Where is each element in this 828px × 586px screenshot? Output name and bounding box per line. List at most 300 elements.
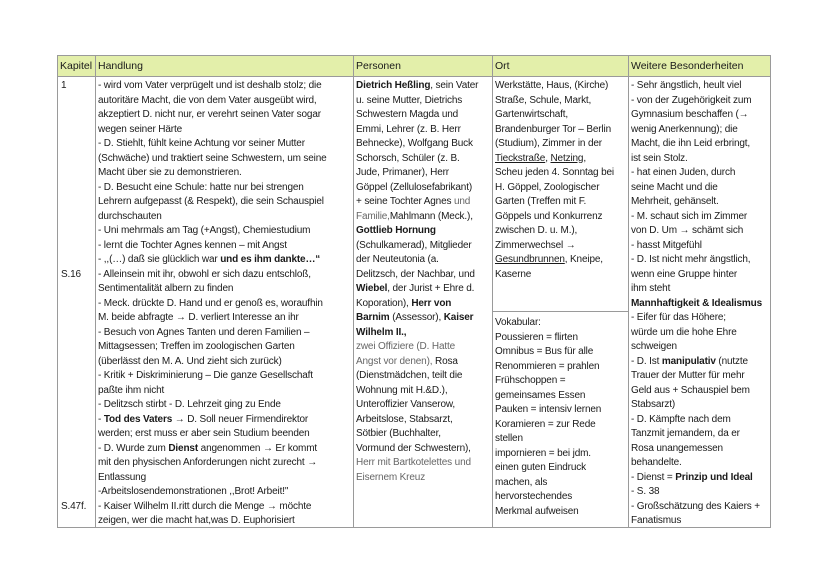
text-segment: Gymnasium beschaffen (→: [631, 109, 749, 121]
text-segment: Gartenwirtschaft,: [495, 109, 569, 121]
handlung-line: [98, 471, 352, 486]
weitere-line: [631, 442, 770, 457]
ort-line: [495, 181, 627, 196]
text-segment: ihm steht: [631, 283, 671, 295]
text-segment: - Alleinsein mit ihr, obwohl er sich dazu entschloß,: [98, 268, 311, 280]
text-segment: Sentimentalität albern zu finden: [98, 283, 234, 295]
handlung-line: [98, 398, 352, 413]
weitere-line: [631, 500, 770, 515]
weitere-line: [631, 413, 770, 428]
text-segment: -: [98, 413, 104, 425]
text-segment: - D. Ist nicht mehr ängstlich,: [631, 254, 751, 266]
handlung-line: [98, 384, 352, 399]
weitere-line: [631, 384, 770, 399]
weitere-line: [631, 181, 770, 196]
text-segment: Fanatismus: [631, 515, 682, 527]
kapitel-line: [61, 471, 94, 486]
vokabular-line: [495, 432, 627, 447]
handlung-line: [98, 94, 352, 109]
weitere-line: [631, 108, 770, 123]
kapitel-line: [61, 239, 94, 254]
text-segment: - Delitzsch stirbt - D. Lehrzeit ging zu Ende: [98, 399, 281, 411]
text-segment: (Studium), Zimmer in der: [495, 138, 602, 150]
text-segment: durchschauten: [98, 210, 162, 222]
text-segment: Familie,: [356, 210, 390, 222]
kapitel-line: [61, 398, 94, 413]
text-segment: Mannhaftigkeit & Idealismus: [631, 297, 762, 309]
text-segment: von D. Um → schämt sich: [631, 225, 744, 237]
handlung-line: [98, 195, 352, 210]
kapitel-line: [61, 79, 94, 94]
text-segment: Rosa unangemessen: [631, 442, 723, 454]
text-segment: mit den physischen Anforderungen nicht zurecht →: [98, 457, 318, 469]
kapitel-line: [61, 311, 94, 326]
text-segment: seine Macht und die: [631, 181, 718, 193]
personen-line: [356, 427, 491, 442]
handlung-line: [98, 500, 352, 515]
weitere-line: [631, 152, 770, 167]
handlung-line: [98, 355, 352, 370]
weitere-line: [631, 137, 770, 152]
text-segment: Geld aus + Schauspiel bem: [631, 384, 750, 396]
text-segment: Zimmerwechsel →: [495, 239, 576, 251]
vokabular-line: [495, 418, 627, 433]
personen-line: [356, 108, 491, 123]
personen-line: [356, 181, 491, 196]
kapitel-line: [61, 123, 94, 138]
text-segment: - Eifer für das Höhere;: [631, 312, 726, 324]
header-ort: Ort: [495, 60, 510, 72]
text-segment: Angst vor denen),: [356, 355, 436, 367]
kapitel-line: [61, 181, 94, 196]
weitere-line: [631, 311, 770, 326]
personen-line: [356, 442, 491, 457]
text-segment: Dietrich Heßling: [356, 80, 431, 91]
personen-line: [356, 137, 491, 152]
kapitel-line: [61, 485, 94, 500]
vokabular-line: [495, 403, 627, 418]
text-segment: und: [453, 196, 471, 208]
kapitel-line: [61, 427, 94, 442]
weitere-line: [631, 485, 770, 500]
header-handlung: Handlung: [98, 60, 143, 72]
ort-line: [495, 108, 627, 123]
personen-line: [356, 340, 491, 355]
text-segment: Unteroffizier Vanserow,: [356, 399, 456, 411]
vokabular-line: [495, 476, 627, 491]
text-segment: Koporation),: [356, 297, 412, 309]
kapitel-line: [61, 355, 94, 370]
text-segment: Schwestern Magda und: [356, 109, 459, 121]
text-segment: - Kritik + Diskriminierung – Die ganze Gesellschaft: [98, 370, 313, 382]
ort-line: [495, 224, 627, 239]
text-segment: Wilhelm II.,: [356, 326, 407, 338]
text-segment: Mahlmann (Meck.),: [389, 210, 473, 222]
weitere-line: [631, 268, 770, 283]
text-segment: Barnim: [356, 312, 390, 324]
handlung-line: [98, 514, 352, 529]
text-segment: Werkstätte, Haus, (Kirche): [495, 80, 609, 91]
text-segment: - D. Ist: [631, 355, 662, 367]
text-segment: ,: [545, 152, 551, 164]
text-segment: - wird vom Vater verprügelt und ist deshalb stolz; die: [98, 80, 322, 91]
text-segment: gemeinsames Essen: [495, 389, 586, 401]
text-segment: Tieckstraße: [495, 152, 546, 164]
text-segment: Herr mit Bartkotelettes und: [356, 457, 471, 469]
personen-line: [356, 398, 491, 413]
vokabular-line: [495, 505, 627, 520]
text-segment: Pauken = intensiv lernen: [495, 404, 602, 416]
text-segment: - Kaiser Wilhelm II.ritt durch die Menge → möchte: [98, 500, 312, 512]
column-divider: [628, 56, 629, 527]
text-segment: Trauer der Mutter für mehr: [631, 370, 745, 382]
weitere-line: [631, 166, 770, 181]
text-segment: - D. Stiehlt, fühlt keine Achtung vor seiner Mutter: [98, 138, 305, 150]
handlung-line: [98, 456, 352, 471]
text-segment: Koramieren = zur Rede: [495, 418, 596, 430]
text-segment: stellen: [495, 433, 523, 445]
ort-vokabular-divider: [493, 311, 629, 312]
text-segment: - D. Besucht eine Schule: hatte nur bei strengen: [98, 181, 304, 193]
text-segment: einen guten Eindruck: [495, 462, 586, 474]
weitere-cell: [631, 79, 770, 529]
personen-line: [356, 123, 491, 138]
ort-line: [495, 152, 627, 167]
personen-line: [356, 413, 491, 428]
personen-line: [356, 326, 491, 341]
weitere-line: [631, 224, 770, 239]
ort-line: [495, 253, 627, 268]
handlung-line: [98, 224, 352, 239]
weitere-line: [631, 297, 770, 312]
text-segment: machen, als: [495, 476, 548, 488]
ort-line: [495, 137, 627, 152]
handlung-line: [98, 427, 352, 442]
text-segment: (überlässt den M. A. Und zieht sich zurück): [98, 355, 282, 367]
text-segment: Lehrern aufgepasst (& Respekt), die sein Schauspiel: [98, 196, 324, 208]
handlung-line: [98, 340, 352, 355]
text-segment: Tanzmit jemandem, da er: [631, 428, 740, 440]
text-segment: Mehrheit, gehänselt.: [631, 196, 719, 208]
handlung-line: [98, 442, 352, 457]
personen-line: [356, 195, 491, 210]
text-segment: Frühschoppen =: [495, 375, 566, 387]
weitere-line: [631, 253, 770, 268]
weitere-line: [631, 195, 770, 210]
kapitel-line: [61, 456, 94, 471]
text-segment: Gesundbrunnen: [495, 254, 565, 266]
personen-line: [356, 210, 491, 225]
handlung-line: [98, 297, 352, 312]
text-segment: Vormund der Schwestern),: [356, 442, 471, 454]
handlung-line: [98, 123, 352, 138]
ort-line: [495, 79, 627, 94]
weitere-line: [631, 210, 770, 225]
text-segment: akzeptiert D. nicht nur, er verehrt seinen Vater sogar: [98, 109, 321, 121]
text-segment: Arbeitslose, Stabsarzt,: [356, 413, 453, 425]
text-segment: - D. Kämpfte nach dem: [631, 413, 731, 425]
column-divider: [95, 56, 96, 527]
text-segment: Emmi, Lehrer (z. B. Herr: [356, 123, 461, 135]
personen-cell: [356, 79, 491, 485]
personen-line: [356, 152, 491, 167]
weitere-line: [631, 340, 770, 355]
text-segment: Mittagsessen; Treffen im zoologischen Garten: [98, 341, 295, 353]
text-segment: impornieren = bei jdm.: [495, 447, 591, 459]
ort-line: [495, 94, 627, 109]
vokabular-line: [495, 374, 627, 389]
personen-line: [356, 239, 491, 254]
kapitel-line: [61, 413, 94, 428]
weitere-line: [631, 369, 770, 384]
text-segment: + seine Tochter Agnes: [356, 196, 454, 208]
text-segment: Omnibus = Bus für alle: [495, 346, 594, 358]
text-segment: - von der Zugehörigkeit zum: [631, 94, 752, 106]
kapitel-line: [61, 94, 94, 109]
text-segment: Kaiser: [443, 312, 474, 324]
kapitel-line: [61, 210, 94, 225]
text-segment: u. seine Mutter, Dietrichs: [356, 94, 463, 106]
kapitel-line: [61, 297, 94, 312]
weitere-line: [631, 123, 770, 138]
weitere-line: [631, 471, 770, 486]
personen-line: [356, 369, 491, 384]
personen-line: [356, 253, 491, 268]
text-segment: H. Göppel, Zoologischer: [495, 181, 600, 193]
text-segment: , sein Vater: [430, 80, 479, 91]
text-segment: (Dienstmädchen, teilt die: [356, 370, 463, 382]
text-segment: wenn eine Gruppe hinter: [631, 268, 738, 280]
text-segment: - hasst Mitgefühl: [631, 239, 702, 251]
text-segment: behandelte.: [631, 457, 682, 469]
kapitel-line: [61, 137, 94, 152]
vokabular-line: [495, 345, 627, 360]
handlung-line: [98, 166, 352, 181]
ort-line: [495, 268, 627, 283]
text-segment: ist sein Stolz.: [631, 152, 688, 164]
ort-line: [495, 210, 627, 225]
text-segment: Entlassung: [98, 471, 146, 483]
text-segment: 1: [61, 80, 67, 91]
vokabular-cell: [495, 316, 627, 519]
handlung-line: [98, 137, 352, 152]
text-segment: Herr von: [411, 297, 452, 309]
text-segment: ,: [583, 152, 586, 164]
personen-line: [356, 166, 491, 181]
text-segment: Renommieren = prahlen: [495, 360, 600, 372]
text-segment: -Arbeitslosendemonstrationen ,,Brot! Arbeit!": [98, 486, 289, 498]
kapitel-line: [61, 442, 94, 457]
text-segment: Sötbier (Buchhalter,: [356, 428, 441, 440]
text-segment: (Schwäche) und traktiert seine Schwestern, um seine: [98, 152, 327, 164]
weitere-line: [631, 94, 770, 109]
text-segment: Dienst: [168, 442, 199, 454]
text-segment: Brandenburger Tor – Berlin: [495, 123, 611, 135]
kapitel-line: [61, 253, 94, 268]
vokabular-line: [495, 389, 627, 404]
text-segment: - Dienst =: [631, 471, 676, 483]
kapitel-line: [61, 224, 94, 239]
kapitel-line: [61, 369, 94, 384]
notes-table: [57, 55, 771, 528]
kapitel-line: [61, 282, 94, 297]
handlung-line: [98, 485, 352, 500]
weitere-line: [631, 79, 770, 94]
text-segment: Macht, die ihn Leid erbringt,: [631, 138, 751, 150]
ort-cell: [495, 79, 627, 282]
text-segment: Macht über sie zu demonstrieren.: [98, 167, 242, 179]
personen-line: [356, 311, 491, 326]
weitere-line: [631, 239, 770, 254]
kapitel-line: [61, 195, 94, 210]
text-segment: Behnecke), Wolfgang Buck: [356, 138, 473, 150]
handlung-line: [98, 152, 352, 167]
weitere-line: [631, 427, 770, 442]
text-segment: - S. 38: [631, 486, 660, 498]
personen-line: [356, 268, 491, 283]
personen-line: [356, 297, 491, 312]
personen-line: [356, 471, 491, 486]
handlung-line: [98, 253, 352, 268]
handlung-line: [98, 108, 352, 123]
ort-line: [495, 123, 627, 138]
text-segment: hervorstechendes: [495, 491, 573, 503]
kapitel-line: [61, 152, 94, 167]
kapitel-line: [61, 268, 94, 283]
handlung-line: [98, 181, 352, 196]
vokabular-line: [495, 360, 627, 375]
vokabular-line: [495, 331, 627, 346]
text-segment: Poussieren = flirten: [495, 331, 578, 343]
text-segment: - Meck. drückte D. Hand und er genoß es, woraufhin: [98, 297, 323, 309]
text-segment: wegen seiner Härte: [98, 123, 183, 135]
text-segment: - Uni mehrmals am Tag (+Angst), Chemiestudium: [98, 225, 311, 237]
text-segment: Tod des Vaters: [103, 413, 173, 425]
text-segment: , Kneipe,: [564, 254, 603, 266]
weitere-line: [631, 326, 770, 341]
text-segment: (Assessor),: [389, 312, 444, 324]
text-segment: werden; erst muss er aber sein Studium beenden: [98, 428, 310, 440]
personen-line: [356, 456, 491, 471]
text-segment: (nutzte: [715, 355, 748, 367]
ort-line: [495, 239, 627, 254]
text-segment: Gottlieb Hornung: [356, 225, 436, 237]
text-segment: zwei Offiziere (D. Hatte: [356, 341, 456, 353]
text-segment: - Großschätzung des Kaiers +: [631, 500, 760, 512]
text-segment: M. beide abfragte → D. verliert Interesse an ihr: [98, 312, 299, 324]
text-segment: der Neuteutonia (a.: [356, 254, 439, 266]
text-segment: - lernt die Tochter Agnes kennen – mit Angst: [98, 239, 287, 251]
text-segment: zeigen, wer die macht hat,was D. Euphorisiert: [98, 515, 295, 527]
text-segment: manipulativ: [661, 355, 716, 367]
handlung-cell: [98, 79, 352, 529]
text-segment: - Besuch von Agnes Tanten und deren Familien –: [98, 326, 310, 338]
text-segment: - M. schaut sich im Zimmer: [631, 210, 748, 222]
vokabular-line: [495, 447, 627, 462]
text-segment: Eisernem Kreuz: [356, 471, 426, 483]
kapitel-line: [61, 500, 94, 515]
personen-line: [356, 355, 491, 370]
text-segment: würde um die hohe Ehre: [631, 326, 737, 338]
kapitel-line: [61, 340, 94, 355]
text-segment: und es ihm dankte…“: [220, 254, 321, 266]
kapitel-cell: [61, 79, 94, 514]
handlung-line: [98, 239, 352, 254]
text-segment: autoritäre Macht, die von dem Vater ausgeübt wird,: [98, 94, 317, 106]
ort-line: [495, 166, 627, 181]
column-divider: [492, 56, 493, 527]
kapitel-line: [61, 166, 94, 181]
text-segment: Scheu jeden 4. Sonntag bei: [495, 167, 614, 179]
text-segment: schweigen: [631, 341, 677, 353]
weitere-line: [631, 355, 770, 370]
text-segment: Straße, Schule, Markt,: [495, 94, 592, 106]
text-segment: → D. Soll neuer Firmendirektor: [172, 413, 309, 425]
personen-line: [356, 94, 491, 109]
text-segment: S.16: [61, 268, 81, 280]
text-segment: Göppels und Konkurrenz: [495, 210, 603, 222]
kapitel-line: [61, 108, 94, 123]
handlung-line: [98, 282, 352, 297]
header-weitere: Weitere Besonderheiten: [631, 60, 744, 72]
text-segment: , der Jurist + Ehre d.: [387, 283, 475, 295]
handlung-line: [98, 311, 352, 326]
weitere-line: [631, 514, 770, 529]
weitere-line: [631, 398, 770, 413]
text-segment: Merkmal aufweisen: [495, 505, 579, 517]
handlung-line: [98, 79, 352, 94]
weitere-line: [631, 456, 770, 471]
text-segment: wenig Anerkennung); die: [631, 123, 738, 135]
text-segment: (Schulkamerad), Mitglieder: [356, 239, 472, 251]
text-segment: Schorsch, Schüler (z. B.: [356, 152, 460, 164]
text-segment: Garten (Treffen mit F.: [495, 196, 587, 208]
text-segment: Netzing: [550, 152, 584, 164]
handlung-line: [98, 326, 352, 341]
weitere-line: [631, 282, 770, 297]
handlung-line: [98, 413, 352, 428]
column-divider: [353, 56, 354, 527]
text-segment: S.47f.: [61, 500, 87, 512]
vokabular-line: [495, 490, 627, 505]
text-segment: Delitzsch, der Nachbar, und: [356, 268, 475, 280]
text-segment: Göppel (Zellulosefabrikant): [356, 181, 473, 193]
text-segment: - Sehr ängstlich, heult viel: [631, 80, 742, 91]
vokabular-line: [495, 316, 627, 331]
text-segment: Prinzip und Ideal: [675, 471, 753, 483]
personen-line: [356, 384, 491, 399]
text-segment: - D. Wurde zum: [98, 442, 169, 454]
handlung-line: [98, 210, 352, 225]
personen-line: [356, 224, 491, 239]
text-segment: angenommen → Er kommt: [198, 442, 317, 454]
kapitel-line: [61, 326, 94, 341]
text-segment: Wiebel: [356, 283, 388, 295]
text-segment: zwischen D. u. M.),: [495, 225, 578, 237]
text-segment: Rosa: [435, 355, 458, 367]
text-segment: Kaserne: [495, 268, 532, 280]
kapitel-line: [61, 384, 94, 399]
header-personen: Personen: [356, 60, 401, 72]
text-segment: Stabsarzt): [631, 399, 676, 411]
ort-line: [495, 195, 627, 210]
handlung-line: [98, 268, 352, 283]
vokabular-line: [495, 461, 627, 476]
text-segment: Wohnung mit H.&D.),: [356, 384, 448, 396]
text-segment: Jude, Primaner), Herr: [356, 167, 449, 179]
header-kapitel: Kapitel: [60, 60, 93, 72]
personen-line: [356, 79, 491, 94]
